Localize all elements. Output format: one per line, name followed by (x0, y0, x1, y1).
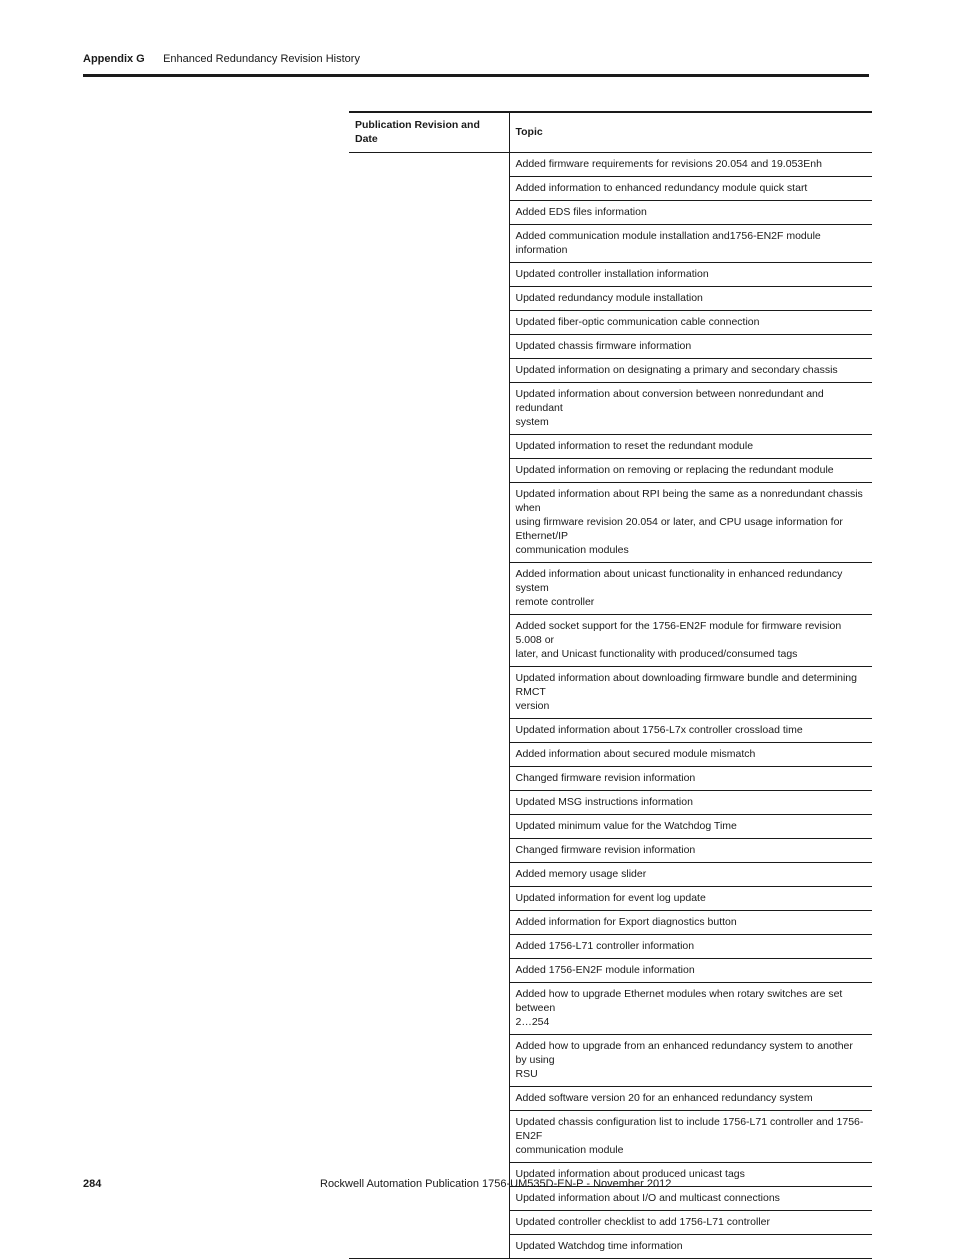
topic-cell (509, 791, 872, 815)
topic-line: Added socket support for the 1756-EN2F module for firmware revision 5.008 or (515, 620, 842, 646)
topic-cell (509, 667, 872, 719)
topic-line: Added 1756-EN2F module information (515, 964, 695, 976)
topic-cell (509, 959, 872, 983)
topic-line: Updated Watchdog time information (515, 1240, 683, 1252)
topic-line: Added how to upgrade from an enhanced redundancy system to another by using (515, 1040, 853, 1066)
topic-cell (509, 863, 872, 887)
topic-cell (509, 935, 872, 959)
topic-line: Updated information about 1756-L7x controller crossload time (515, 724, 803, 736)
topic-cell (509, 887, 872, 911)
topic-cell (509, 459, 872, 483)
topic-line: Updated controller checklist to add 1756-L71 controller (515, 1216, 770, 1228)
topic-cell (509, 983, 872, 1035)
topic-line: Added EDS files information (515, 206, 647, 218)
topic-line: RSU (515, 1068, 538, 1080)
topic-cell (509, 1187, 872, 1211)
topic-line: Updated MSG instructions information (515, 796, 693, 808)
topic-line: Added information about secured module mismatch (515, 748, 756, 760)
publication-cell (349, 153, 509, 1259)
publication-footer: Rockwell Automation Publication 1756-UM535D-EN-P - November 2012 (320, 1178, 672, 1190)
topic-cell (509, 1087, 872, 1111)
topic-cell (509, 435, 872, 459)
column-header-topic: Topic (509, 112, 872, 153)
topic-line: Added information about unicast functionality in enhanced redundancy system (515, 568, 843, 594)
topic-line: system (515, 416, 549, 428)
topic-line: Updated minimum value for the Watchdog Time (515, 820, 737, 832)
topic-line: Updated information about RPI being the same as a nonredundant chassis when (515, 488, 863, 514)
topic-line: Updated information for event log update (515, 892, 706, 904)
topic-line: Updated redundancy module installation (515, 292, 703, 304)
topic-cell (509, 719, 872, 743)
topic-line: Changed firmware revision information (515, 772, 696, 784)
topic-cell (509, 1035, 872, 1087)
topic-cell (509, 563, 872, 615)
topic-line: Updated chassis configuration list to include 1756-L71 controller and 1756-EN2F (515, 1116, 864, 1142)
revision-history-table (349, 111, 872, 1259)
topic-line: Updated information on removing or replacing the redundant module (515, 464, 834, 476)
table-body (349, 153, 872, 1259)
topic-line: Added 1756-L71 controller information (515, 940, 695, 952)
topic-cell (509, 287, 872, 311)
topic-line: Added communication module installation and1756-EN2F module information (515, 230, 821, 256)
topic-line: Updated information about I/O and multicast connections (515, 1192, 780, 1204)
topic-line: Updated information about conversion between nonredundant and redundant (515, 388, 824, 414)
table-header-row (349, 112, 872, 153)
topic-cell (509, 201, 872, 225)
section-title: Enhanced Redundancy Revision History (163, 53, 360, 65)
topic-cell (509, 225, 872, 263)
topic-cell (509, 839, 872, 863)
topic-cell (509, 815, 872, 839)
topic-cell (509, 767, 872, 791)
topic-line: later, and Unicast functionality with produced/consumed tags (515, 648, 798, 660)
topic-cell (509, 483, 872, 563)
topic-cell (509, 177, 872, 201)
topic-line: Added memory usage slider (515, 868, 647, 880)
topic-line: Updated fiber-optic communication cable connection (515, 316, 760, 328)
topic-line: Added software version 20 for an enhanced redundancy system (515, 1092, 813, 1104)
topic-line: Updated information to reset the redundant module (515, 440, 754, 452)
topic-line: communication module (515, 1144, 624, 1156)
topic-cell (509, 383, 872, 435)
topic-line: version (515, 700, 550, 712)
column-header-publication: Publication Revision and Date (349, 112, 509, 153)
topic-cell (509, 1235, 872, 1259)
topic-line: Added firmware requirements for revisions 20.054 and 19.053Enh (515, 158, 822, 170)
topic-line: Added how to upgrade Ethernet modules when rotary switches are set between (515, 988, 843, 1014)
topic-line: Added information to enhanced redundancy module quick start (515, 182, 808, 194)
header-rule (83, 74, 869, 77)
topic-line: Changed firmware revision information (515, 844, 696, 856)
topic-line: communication modules (515, 544, 629, 556)
topic-cell (509, 911, 872, 935)
table-row (349, 153, 872, 177)
topic-cell (509, 359, 872, 383)
appendix-label: Appendix G (83, 53, 145, 65)
topic-line: 2…254 (515, 1016, 550, 1028)
running-header (83, 53, 360, 65)
topic-cell (509, 153, 872, 177)
topic-line: using firmware revision 20.054 or later, and CPU usage information for Ethernet/IP (515, 516, 843, 542)
topic-cell (509, 743, 872, 767)
topic-cell (509, 311, 872, 335)
topic-line: Updated information about downloading firmware bundle and determining RMCT (515, 672, 857, 698)
topic-cell (509, 1111, 872, 1163)
topic-cell (509, 1211, 872, 1235)
topic-cell (509, 335, 872, 359)
topic-line: Updated information about produced unicast tags (515, 1168, 745, 1180)
topic-cell (509, 615, 872, 667)
topic-line: Added information for Export diagnostics button (515, 916, 737, 928)
topic-line: Updated controller installation information (515, 268, 709, 280)
page-number: 284 (83, 1178, 102, 1190)
topic-line: Updated information on designating a primary and secondary chassis (515, 364, 838, 376)
topic-line: Updated chassis firmware information (515, 340, 692, 352)
topic-cell (509, 263, 872, 287)
topic-line: remote controller (515, 596, 595, 608)
